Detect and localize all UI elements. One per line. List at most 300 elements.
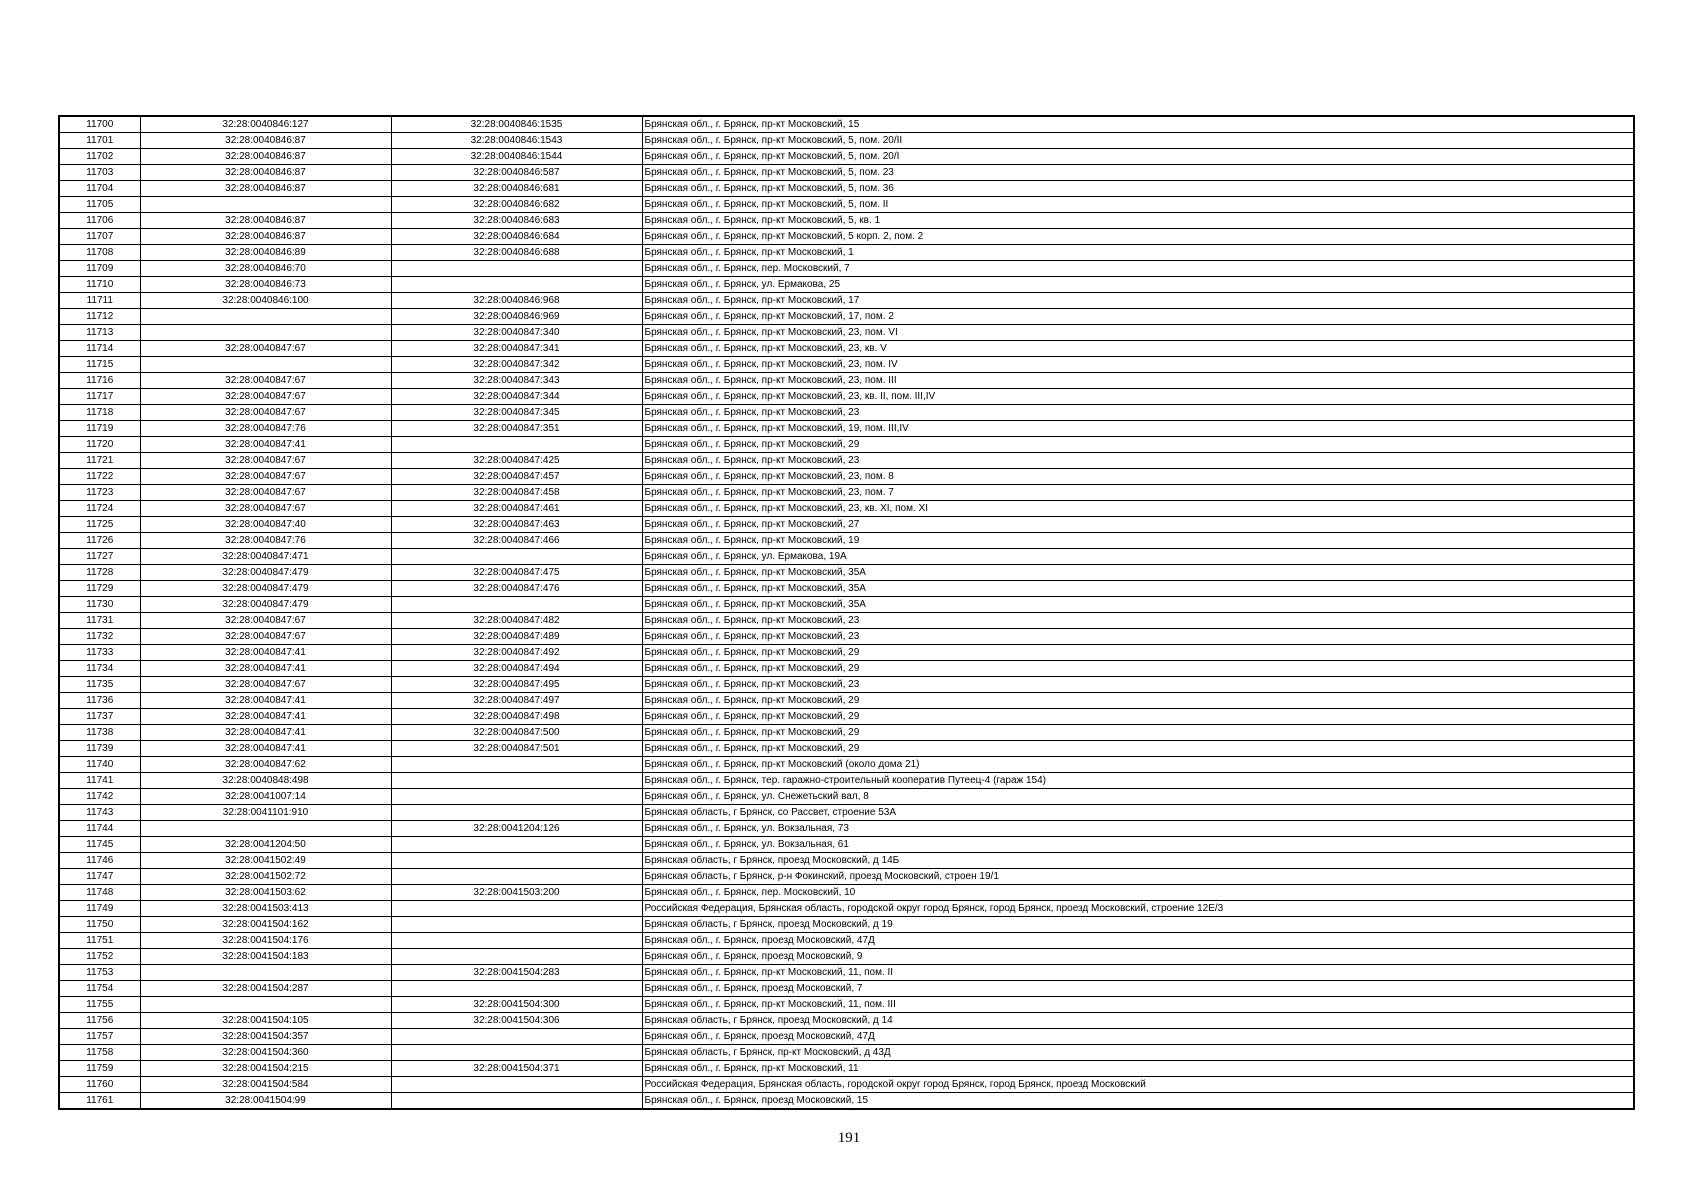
table-row	[59, 213, 1634, 229]
land-cadastral-number-cell: 32:28:0041504:162	[140, 917, 391, 933]
table-row	[59, 501, 1634, 517]
table-row	[59, 885, 1634, 901]
land-cadastral-number-cell: 32:28:0040847:471	[140, 549, 391, 565]
table-row	[59, 405, 1634, 421]
land-cadastral-number-cell: 32:28:0040847:479	[140, 597, 391, 613]
object-cadastral-number-cell: 32:28:0041504:306	[391, 1013, 642, 1029]
address-cell: Брянская обл., г. Брянск, пр-кт Московский, 23, пом. 8	[642, 469, 1634, 485]
object-cadastral-number-cell: 32:28:0040846:1544	[391, 149, 642, 165]
table-row	[59, 789, 1634, 805]
row-number-cell: 11708	[59, 245, 140, 261]
table-row	[59, 917, 1634, 933]
object-cadastral-number-cell	[391, 901, 642, 917]
object-cadastral-number-cell	[391, 981, 642, 997]
row-number-cell: 11743	[59, 805, 140, 821]
address-cell: Брянская обл., г. Брянск, пр-кт Московский, 15	[642, 116, 1634, 133]
row-number-cell: 11707	[59, 229, 140, 245]
address-cell: Брянская обл., г. Брянск, пр-кт Московский, 29	[642, 693, 1634, 709]
land-cadastral-number-cell: 32:28:0041007:14	[140, 789, 391, 805]
row-number-cell: 11759	[59, 1061, 140, 1077]
address-cell: Брянская обл., г. Брянск, пр-кт Московский, 29	[642, 437, 1634, 453]
row-number-cell: 11758	[59, 1045, 140, 1061]
table-row	[59, 1013, 1634, 1029]
address-cell: Брянская обл., г. Брянск, пр-кт Московский, 23	[642, 613, 1634, 629]
object-cadastral-number-cell: 32:28:0040846:681	[391, 181, 642, 197]
row-number-cell: 11717	[59, 389, 140, 405]
object-cadastral-number-cell: 32:28:0040847:463	[391, 517, 642, 533]
address-cell: Брянская обл., г. Брянск, пр-кт Московский, 29	[642, 645, 1634, 661]
object-cadastral-number-cell: 32:28:0040846:587	[391, 165, 642, 181]
object-cadastral-number-cell: 32:28:0040847:494	[391, 661, 642, 677]
object-cadastral-number-cell: 32:28:0041504:371	[391, 1061, 642, 1077]
object-cadastral-number-cell: 32:28:0040847:476	[391, 581, 642, 597]
address-cell: Брянская обл., г. Брянск, пр-кт Московский, 23, кв. V	[642, 341, 1634, 357]
object-cadastral-number-cell: 32:28:0040847:342	[391, 357, 642, 373]
table-row	[59, 341, 1634, 357]
address-cell: Российская Федерация, Брянская область, городской округ город Брянск, город Брянск, проезд Московский, строение 12Е/3	[642, 901, 1634, 917]
address-cell: Брянская область, г Брянск, пр-кт Московский, д 43Д	[642, 1045, 1634, 1061]
object-cadastral-number-cell	[391, 805, 642, 821]
row-number-cell: 11749	[59, 901, 140, 917]
object-cadastral-number-cell: 32:28:0040846:683	[391, 213, 642, 229]
object-cadastral-number-cell: 32:28:0040847:466	[391, 533, 642, 549]
land-cadastral-number-cell: 32:28:0040846:87	[140, 213, 391, 229]
table-row	[59, 1029, 1634, 1045]
table-row	[59, 1045, 1634, 1061]
row-number-cell: 11715	[59, 357, 140, 373]
object-cadastral-number-cell	[391, 1077, 642, 1093]
row-number-cell: 11733	[59, 645, 140, 661]
row-number-cell: 11725	[59, 517, 140, 533]
address-cell: Брянская обл., г. Брянск, пр-кт Московский, 23, пом. VI	[642, 325, 1634, 341]
table-row	[59, 181, 1634, 197]
row-number-cell: 11740	[59, 757, 140, 773]
land-cadastral-number-cell: 32:28:0040846:87	[140, 133, 391, 149]
row-number-cell: 11713	[59, 325, 140, 341]
land-cadastral-number-cell: 32:28:0041503:413	[140, 901, 391, 917]
table-row	[59, 229, 1634, 245]
table-row	[59, 677, 1634, 693]
land-cadastral-number-cell: 32:28:0040846:87	[140, 181, 391, 197]
address-cell: Брянская обл., г. Брянск, пр-кт Московский, 29	[642, 725, 1634, 741]
land-cadastral-number-cell: 32:28:0040848:498	[140, 773, 391, 789]
land-cadastral-number-cell: 32:28:0040847:479	[140, 581, 391, 597]
land-cadastral-number-cell: 32:28:0041504:287	[140, 981, 391, 997]
address-cell: Российская Федерация, Брянская область, городской округ город Брянск, город Брянск, проезд Московский	[642, 1077, 1634, 1093]
address-cell: Брянская обл., г. Брянск, ул. Ермакова, 19А	[642, 549, 1634, 565]
address-cell: Брянская обл., г. Брянск, тер. гаражно-строительный кооператив Путеец-4 (гараж 154)	[642, 773, 1634, 789]
row-number-cell: 11714	[59, 341, 140, 357]
table-row	[59, 453, 1634, 469]
row-number-cell: 11726	[59, 533, 140, 549]
table-row	[59, 165, 1634, 181]
land-cadastral-number-cell: 32:28:0040847:62	[140, 757, 391, 773]
row-number-cell: 11757	[59, 1029, 140, 1045]
row-number-cell: 11731	[59, 613, 140, 629]
table-row	[59, 245, 1634, 261]
table-row	[59, 277, 1634, 293]
land-cadastral-number-cell: 32:28:0040847:67	[140, 405, 391, 421]
land-cadastral-number-cell: 32:28:0040846:100	[140, 293, 391, 309]
table-row	[59, 421, 1634, 437]
row-number-cell: 11704	[59, 181, 140, 197]
object-cadastral-number-cell: 32:28:0041504:283	[391, 965, 642, 981]
table-row	[59, 1077, 1634, 1093]
address-cell: Брянская обл., г. Брянск, пр-кт Московский, 23	[642, 629, 1634, 645]
row-number-cell: 11723	[59, 485, 140, 501]
object-cadastral-number-cell	[391, 789, 642, 805]
object-cadastral-number-cell	[391, 757, 642, 773]
address-cell: Брянская обл., г. Брянск, пр-кт Московский, 23, кв. XI, пом. XI	[642, 501, 1634, 517]
address-cell: Брянская обл., г. Брянск, пр-кт Московский, 29	[642, 661, 1634, 677]
object-cadastral-number-cell	[391, 1093, 642, 1110]
table-row	[59, 357, 1634, 373]
address-cell: Брянская обл., г. Брянск, проезд Московский, 9	[642, 949, 1634, 965]
row-number-cell: 11718	[59, 405, 140, 421]
address-cell: Брянская область, г Брянск, проезд Московский, д 19	[642, 917, 1634, 933]
table-row	[59, 757, 1634, 773]
object-cadastral-number-cell: 32:28:0040847:344	[391, 389, 642, 405]
object-cadastral-number-cell: 32:28:0040847:501	[391, 741, 642, 757]
land-cadastral-number-cell	[140, 997, 391, 1013]
table-row	[59, 901, 1634, 917]
land-cadastral-number-cell: 32:28:0040847:41	[140, 661, 391, 677]
object-cadastral-number-cell: 32:28:0040847:498	[391, 709, 642, 725]
cadastral-table-body	[59, 116, 1634, 1109]
object-cadastral-number-cell: 32:28:0040847:340	[391, 325, 642, 341]
land-cadastral-number-cell: 32:28:0041504:183	[140, 949, 391, 965]
object-cadastral-number-cell	[391, 917, 642, 933]
object-cadastral-number-cell: 32:28:0040846:1543	[391, 133, 642, 149]
object-cadastral-number-cell: 32:28:0040847:475	[391, 565, 642, 581]
land-cadastral-number-cell: 32:28:0040846:87	[140, 149, 391, 165]
object-cadastral-number-cell: 32:28:0040847:497	[391, 693, 642, 709]
cadastral-table	[58, 115, 1635, 1110]
table-row	[59, 725, 1634, 741]
row-number-cell: 11701	[59, 133, 140, 149]
object-cadastral-number-cell: 32:28:0040847:457	[391, 469, 642, 485]
address-cell: Брянская обл., г. Брянск, пр-кт Московский, 11, пом. III	[642, 997, 1634, 1013]
row-number-cell: 11744	[59, 821, 140, 837]
table-row	[59, 373, 1634, 389]
row-number-cell: 11709	[59, 261, 140, 277]
table-row	[59, 597, 1634, 613]
table-row	[59, 197, 1634, 213]
row-number-cell: 11747	[59, 869, 140, 885]
land-cadastral-number-cell: 32:28:0041504:584	[140, 1077, 391, 1093]
table-row	[59, 1061, 1634, 1077]
address-cell: Брянская обл., г. Брянск, пр-кт Московский, 17	[642, 293, 1634, 309]
address-cell: Брянская область, г Брянск, со Рассвет, строение 53А	[642, 805, 1634, 821]
row-number-cell: 11745	[59, 837, 140, 853]
address-cell: Брянская область, г Брянск, проезд Московский, д 14Б	[642, 853, 1634, 869]
land-cadastral-number-cell: 32:28:0040847:67	[140, 453, 391, 469]
table-row	[59, 549, 1634, 565]
land-cadastral-number-cell	[140, 309, 391, 325]
row-number-cell: 11739	[59, 741, 140, 757]
row-number-cell: 11736	[59, 693, 140, 709]
address-cell: Брянская обл., г. Брянск, пер. Московский, 7	[642, 261, 1634, 277]
row-number-cell: 11706	[59, 213, 140, 229]
table-row	[59, 629, 1634, 645]
address-cell: Брянская обл., г. Брянск, пр-кт Московский, 23, кв. II, пом. III,IV	[642, 389, 1634, 405]
object-cadastral-number-cell: 32:28:0041504:300	[391, 997, 642, 1013]
row-number-cell: 11755	[59, 997, 140, 1013]
table-row	[59, 965, 1634, 981]
land-cadastral-number-cell: 32:28:0040847:41	[140, 693, 391, 709]
address-cell: Брянская обл., г. Брянск, пр-кт Московский, 11, пом. II	[642, 965, 1634, 981]
object-cadastral-number-cell: 32:28:0040846:968	[391, 293, 642, 309]
object-cadastral-number-cell: 32:28:0040847:492	[391, 645, 642, 661]
object-cadastral-number-cell: 32:28:0040847:345	[391, 405, 642, 421]
object-cadastral-number-cell: 32:28:0040847:343	[391, 373, 642, 389]
address-cell: Брянская обл., г. Брянск, пр-кт Московский, 35А	[642, 565, 1634, 581]
object-cadastral-number-cell	[391, 549, 642, 565]
row-number-cell: 11737	[59, 709, 140, 725]
table-row	[59, 645, 1634, 661]
row-number-cell: 11754	[59, 981, 140, 997]
row-number-cell: 11751	[59, 933, 140, 949]
address-cell: Брянская обл., г. Брянск, пр-кт Московский, 29	[642, 709, 1634, 725]
land-cadastral-number-cell: 32:28:0040847:67	[140, 389, 391, 405]
row-number-cell: 11760	[59, 1077, 140, 1093]
object-cadastral-number-cell	[391, 949, 642, 965]
object-cadastral-number-cell	[391, 853, 642, 869]
land-cadastral-number-cell: 32:28:0040847:41	[140, 709, 391, 725]
row-number-cell: 11728	[59, 565, 140, 581]
table-row	[59, 997, 1634, 1013]
address-cell: Брянская обл., г. Брянск, пр-кт Московский, 5, пом. 20/I	[642, 149, 1634, 165]
address-cell: Брянская обл., г. Брянск, ул. Снежетьский вал, 8	[642, 789, 1634, 805]
land-cadastral-number-cell: 32:28:0040847:67	[140, 677, 391, 693]
table-row	[59, 661, 1634, 677]
row-number-cell: 11721	[59, 453, 140, 469]
table-row	[59, 693, 1634, 709]
table-row	[59, 133, 1634, 149]
land-cadastral-number-cell: 32:28:0041504:360	[140, 1045, 391, 1061]
object-cadastral-number-cell: 32:28:0040846:682	[391, 197, 642, 213]
table-row	[59, 821, 1634, 837]
land-cadastral-number-cell: 32:28:0040847:67	[140, 469, 391, 485]
address-cell: Брянская обл., г. Брянск, проезд Московский, 7	[642, 981, 1634, 997]
address-cell: Брянская обл., г. Брянск, пр-кт Московский, 5 корп. 2, пом. 2	[642, 229, 1634, 245]
object-cadastral-number-cell	[391, 773, 642, 789]
table-row	[59, 773, 1634, 789]
table-row	[59, 149, 1634, 165]
address-cell: Брянская обл., г. Брянск, пр-кт Московский, 1	[642, 245, 1634, 261]
address-cell: Брянская обл., г. Брянск, проезд Московский, 15	[642, 1093, 1634, 1110]
land-cadastral-number-cell: 32:28:0040847:41	[140, 725, 391, 741]
table-row	[59, 261, 1634, 277]
row-number-cell: 11724	[59, 501, 140, 517]
object-cadastral-number-cell	[391, 261, 642, 277]
row-number-cell: 11700	[59, 116, 140, 133]
table-row	[59, 581, 1634, 597]
row-number-cell: 11756	[59, 1013, 140, 1029]
land-cadastral-number-cell: 32:28:0040847:67	[140, 501, 391, 517]
land-cadastral-number-cell: 32:28:0040847:41	[140, 437, 391, 453]
row-number-cell: 11702	[59, 149, 140, 165]
object-cadastral-number-cell: 32:28:0041204:126	[391, 821, 642, 837]
object-cadastral-number-cell: 32:28:0040847:461	[391, 501, 642, 517]
land-cadastral-number-cell: 32:28:0040846:70	[140, 261, 391, 277]
table-row	[59, 709, 1634, 725]
row-number-cell: 11738	[59, 725, 140, 741]
table-row	[59, 469, 1634, 485]
object-cadastral-number-cell: 32:28:0040847:341	[391, 341, 642, 357]
row-number-cell: 11712	[59, 309, 140, 325]
row-number-cell: 11719	[59, 421, 140, 437]
address-cell: Брянская обл., г. Брянск, пр-кт Московский (около дома 21)	[642, 757, 1634, 773]
row-number-cell: 11730	[59, 597, 140, 613]
table-row	[59, 1093, 1634, 1110]
land-cadastral-number-cell: 32:28:0040847:41	[140, 741, 391, 757]
address-cell: Брянская обл., г. Брянск, пр-кт Московский, 23	[642, 405, 1634, 421]
land-cadastral-number-cell	[140, 325, 391, 341]
table-row	[59, 933, 1634, 949]
land-cadastral-number-cell: 32:28:0040847:67	[140, 613, 391, 629]
land-cadastral-number-cell: 32:28:0041503:62	[140, 885, 391, 901]
table-row	[59, 565, 1634, 581]
address-cell: Брянская обл., г. Брянск, пр-кт Московский, 5, пом. 23	[642, 165, 1634, 181]
object-cadastral-number-cell: 32:28:0040847:482	[391, 613, 642, 629]
address-cell: Брянская обл., г. Брянск, пр-кт Московский, 29	[642, 741, 1634, 757]
address-cell: Брянская обл., г. Брянск, пр-кт Московский, 35А	[642, 581, 1634, 597]
land-cadastral-number-cell: 32:28:0040847:40	[140, 517, 391, 533]
land-cadastral-number-cell: 32:28:0040847:76	[140, 421, 391, 437]
object-cadastral-number-cell	[391, 277, 642, 293]
object-cadastral-number-cell: 32:28:0040846:684	[391, 229, 642, 245]
table-row	[59, 949, 1634, 965]
land-cadastral-number-cell: 32:28:0040847:67	[140, 341, 391, 357]
table-row	[59, 613, 1634, 629]
page-number: 191	[837, 1130, 861, 1146]
object-cadastral-number-cell	[391, 1045, 642, 1061]
address-cell: Брянская обл., г. Брянск, пр-кт Московский, 23	[642, 453, 1634, 469]
object-cadastral-number-cell	[391, 597, 642, 613]
address-cell: Брянская обл., г. Брянск, пр-кт Московский, 5, кв. 1	[642, 213, 1634, 229]
row-number-cell: 11761	[59, 1093, 140, 1110]
table-row	[59, 517, 1634, 533]
land-cadastral-number-cell	[140, 197, 391, 213]
object-cadastral-number-cell: 32:28:0040846:969	[391, 309, 642, 325]
object-cadastral-number-cell: 32:28:0040847:489	[391, 629, 642, 645]
address-cell: Брянская обл., г. Брянск, проезд Московский, 47Д	[642, 933, 1634, 949]
object-cadastral-number-cell	[391, 437, 642, 453]
row-number-cell: 11716	[59, 373, 140, 389]
object-cadastral-number-cell	[391, 837, 642, 853]
row-number-cell: 11741	[59, 773, 140, 789]
table-row	[59, 309, 1634, 325]
object-cadastral-number-cell: 32:28:0040847:495	[391, 677, 642, 693]
table-row	[59, 805, 1634, 821]
address-cell: Брянская обл., г. Брянск, пр-кт Московский, 23	[642, 677, 1634, 693]
object-cadastral-number-cell: 32:28:0040847:425	[391, 453, 642, 469]
row-number-cell: 11703	[59, 165, 140, 181]
row-number-cell: 11722	[59, 469, 140, 485]
land-cadastral-number-cell: 32:28:0041204:50	[140, 837, 391, 853]
land-cadastral-number-cell: 32:28:0040846:87	[140, 229, 391, 245]
object-cadastral-number-cell	[391, 869, 642, 885]
table-row	[59, 389, 1634, 405]
address-cell: Брянская обл., г. Брянск, ул. Вокзальная, 61	[642, 837, 1634, 853]
row-number-cell: 11734	[59, 661, 140, 677]
land-cadastral-number-cell: 32:28:0041504:215	[140, 1061, 391, 1077]
address-cell: Брянская обл., г. Брянск, пр-кт Московский, 5, пом. II	[642, 197, 1634, 213]
row-number-cell: 11732	[59, 629, 140, 645]
address-cell: Брянская обл., г. Брянск, проезд Московский, 47Д	[642, 1029, 1634, 1045]
row-number-cell: 11710	[59, 277, 140, 293]
row-number-cell: 11752	[59, 949, 140, 965]
address-cell: Брянская область, г Брянск, р-н Фокинский, проезд Московский, строен 19/1	[642, 869, 1634, 885]
land-cadastral-number-cell: 32:28:0040846:89	[140, 245, 391, 261]
land-cadastral-number-cell: 32:28:0040846:87	[140, 165, 391, 181]
land-cadastral-number-cell: 32:28:0041101:910	[140, 805, 391, 821]
object-cadastral-number-cell: 32:28:0040847:458	[391, 485, 642, 501]
land-cadastral-number-cell	[140, 357, 391, 373]
address-cell: Брянская обл., г. Брянск, пр-кт Московский, 5, пом. 20/II	[642, 133, 1634, 149]
address-cell: Брянская обл., г. Брянск, пр-кт Московский, 11	[642, 1061, 1634, 1077]
address-cell: Брянская обл., г. Брянск, ул. Ермакова, 25	[642, 277, 1634, 293]
table-row	[59, 837, 1634, 853]
object-cadastral-number-cell	[391, 1029, 642, 1045]
object-cadastral-number-cell: 32:28:0040846:688	[391, 245, 642, 261]
land-cadastral-number-cell: 32:28:0040847:41	[140, 645, 391, 661]
land-cadastral-number-cell: 32:28:0040847:76	[140, 533, 391, 549]
object-cadastral-number-cell: 32:28:0041503:200	[391, 885, 642, 901]
table-row	[59, 853, 1634, 869]
land-cadastral-number-cell: 32:28:0041502:49	[140, 853, 391, 869]
object-cadastral-number-cell: 32:28:0040847:500	[391, 725, 642, 741]
land-cadastral-number-cell: 32:28:0040846:127	[140, 116, 391, 133]
address-cell: Брянская область, г Брянск, проезд Московский, д 14	[642, 1013, 1634, 1029]
address-cell: Брянская обл., г. Брянск, пер. Московский, 10	[642, 885, 1634, 901]
address-cell: Брянская обл., г. Брянск, ул. Вокзальная, 73	[642, 821, 1634, 837]
land-cadastral-number-cell: 32:28:0040847:479	[140, 565, 391, 581]
row-number-cell: 11750	[59, 917, 140, 933]
row-number-cell: 11735	[59, 677, 140, 693]
address-cell: Брянская обл., г. Брянск, пр-кт Московский, 23, пом. III	[642, 373, 1634, 389]
address-cell: Брянская обл., г. Брянск, пр-кт Московский, 5, пом. 36	[642, 181, 1634, 197]
address-cell: Брянская обл., г. Брянск, пр-кт Московский, 27	[642, 517, 1634, 533]
address-cell: Брянская обл., г. Брянск, пр-кт Московский, 19, пом. III,IV	[642, 421, 1634, 437]
row-number-cell: 11727	[59, 549, 140, 565]
table-row	[59, 741, 1634, 757]
table-row	[59, 981, 1634, 997]
table-row	[59, 293, 1634, 309]
address-cell: Брянская обл., г. Брянск, пр-кт Московский, 23, пом. 7	[642, 485, 1634, 501]
land-cadastral-number-cell: 32:28:0041504:176	[140, 933, 391, 949]
row-number-cell: 11729	[59, 581, 140, 597]
land-cadastral-number-cell: 32:28:0040847:67	[140, 485, 391, 501]
table-row	[59, 437, 1634, 453]
land-cadastral-number-cell: 32:28:0041504:99	[140, 1093, 391, 1110]
table-row	[59, 533, 1634, 549]
address-cell: Брянская обл., г. Брянск, пр-кт Московский, 19	[642, 533, 1634, 549]
row-number-cell: 11746	[59, 853, 140, 869]
row-number-cell: 11711	[59, 293, 140, 309]
land-cadastral-number-cell: 32:28:0040847:67	[140, 629, 391, 645]
address-cell: Брянская обл., г. Брянск, пр-кт Московский, 35А	[642, 597, 1634, 613]
row-number-cell: 11748	[59, 885, 140, 901]
object-cadastral-number-cell: 32:28:0040846:1535	[391, 116, 642, 133]
table-row	[59, 485, 1634, 501]
row-number-cell: 11720	[59, 437, 140, 453]
row-number-cell: 11753	[59, 965, 140, 981]
land-cadastral-number-cell: 32:28:0040847:67	[140, 373, 391, 389]
object-cadastral-number-cell	[391, 933, 642, 949]
land-cadastral-number-cell: 32:28:0041504:357	[140, 1029, 391, 1045]
